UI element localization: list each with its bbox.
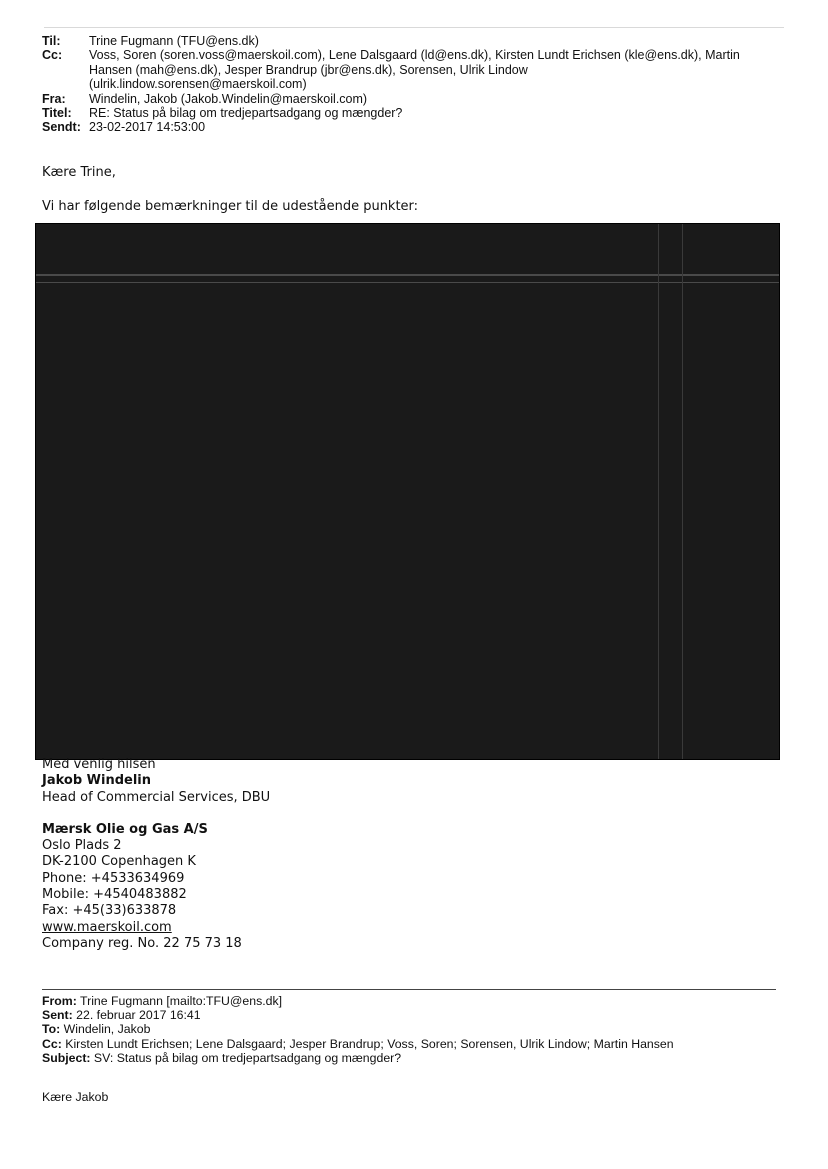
sig-fax: Fax: +45(33)633878 bbox=[42, 903, 177, 919]
sig-company-reg: Company reg. No. 22 75 73 18 bbox=[42, 935, 242, 951]
header-to-row bbox=[42, 34, 787, 48]
orig-sent-row bbox=[42, 1008, 674, 1022]
quoted-greeting: Kære Jakob bbox=[42, 1090, 109, 1104]
orig-from-row bbox=[42, 994, 674, 1008]
sig-name: Jakob Windelin bbox=[42, 773, 152, 789]
orig-to-row bbox=[42, 1022, 674, 1036]
redaction-vline bbox=[682, 224, 683, 759]
from-value: Windelin, Jakob (Jakob.Windelin@maerskoil.com) bbox=[89, 91, 368, 106]
orig-from-value: Trine Fugmann [mailto:TFU@ens.dk] bbox=[76, 994, 283, 1008]
sig-company: Mærsk Olie og Gas A/S bbox=[42, 821, 208, 837]
cc-line-1: Voss, Soren (soren.voss@maerskoil.com), Lene Dalsgaard (ld@ens.dk), Kirsten Lundt Erichsen (kle@ens.dk), Martin bbox=[89, 48, 740, 63]
orig-cc-value: Kirsten Lundt Erichsen; Lene Dalsgaard; Jesper Brandrup; Voss, Soren; Sorensen, Ulrik Lindow; Martin Hansen bbox=[61, 1036, 674, 1051]
orig-from-label: From: bbox=[42, 994, 77, 1008]
body-greeting: Kære Trine, bbox=[42, 165, 116, 180]
to-label: Til: bbox=[42, 34, 61, 48]
top-divider bbox=[44, 27, 784, 28]
orig-sent-label: Sent: bbox=[42, 1008, 73, 1023]
quoted-message-header bbox=[42, 994, 674, 1065]
redacted-block bbox=[35, 223, 780, 760]
cc-line-2: Hansen (mah@ens.dk), Jesper Brandrup (jbr@ens.dk), Sorensen, Ulrik Lindow bbox=[89, 62, 528, 77]
orig-cc-row bbox=[42, 1037, 674, 1051]
header-cc-row bbox=[42, 48, 787, 91]
sig-phone: Phone: +4533634969 bbox=[42, 870, 185, 886]
header-sent-row bbox=[42, 120, 787, 134]
sig-website-link[interactable]: www.maerskoil.com bbox=[42, 919, 172, 935]
sig-address-2: DK-2100 Copenhagen K bbox=[42, 854, 196, 870]
subject-label: Titel: bbox=[42, 106, 72, 121]
subject-value: RE: Status på bilag om tredjepartsadgang og mængder? bbox=[89, 106, 403, 121]
orig-cc-label: Cc: bbox=[42, 1036, 62, 1051]
email-header bbox=[42, 34, 787, 135]
body-intro: Vi har følgende bemærkninger til de udestående punkter: bbox=[42, 199, 419, 214]
header-subject-row bbox=[42, 106, 787, 120]
orig-subject-row bbox=[42, 1051, 674, 1065]
to-value: Trine Fugmann (TFU@ens.dk) bbox=[89, 34, 259, 48]
orig-sent-value: 22. februar 2017 16:41 bbox=[72, 1008, 201, 1023]
redaction-band bbox=[36, 282, 779, 283]
sig-mobile: Mobile: +4540483882 bbox=[42, 887, 187, 903]
redaction-vline bbox=[658, 224, 659, 759]
orig-to-label: To: bbox=[42, 1022, 61, 1037]
from-label: Fra: bbox=[42, 91, 66, 106]
quoted-message-divider bbox=[42, 989, 776, 990]
orig-subject-label: Subject: bbox=[42, 1050, 91, 1065]
cc-line-3: (ulrik.lindow.sorensen@maerskoil.com) bbox=[89, 77, 307, 92]
signature-block bbox=[42, 757, 270, 952]
sig-closing: Med venlig hilsen bbox=[42, 757, 156, 772]
sent-value: 23-02-2017 14:53:00 bbox=[89, 120, 206, 135]
sig-title: Head of Commercial Services, DBU bbox=[42, 789, 271, 805]
cc-label: Cc: bbox=[42, 48, 63, 63]
redaction-band bbox=[36, 274, 779, 276]
orig-subject-value: SV: Status på bilag om tredjepartsadgang og mængder? bbox=[90, 1050, 402, 1065]
cc-value bbox=[89, 48, 787, 91]
header-from-row bbox=[42, 92, 787, 106]
orig-to-value: Windelin, Jakob bbox=[60, 1022, 151, 1037]
sent-label: Sendt: bbox=[42, 120, 81, 135]
sig-address-1: Oslo Plads 2 bbox=[42, 838, 122, 854]
